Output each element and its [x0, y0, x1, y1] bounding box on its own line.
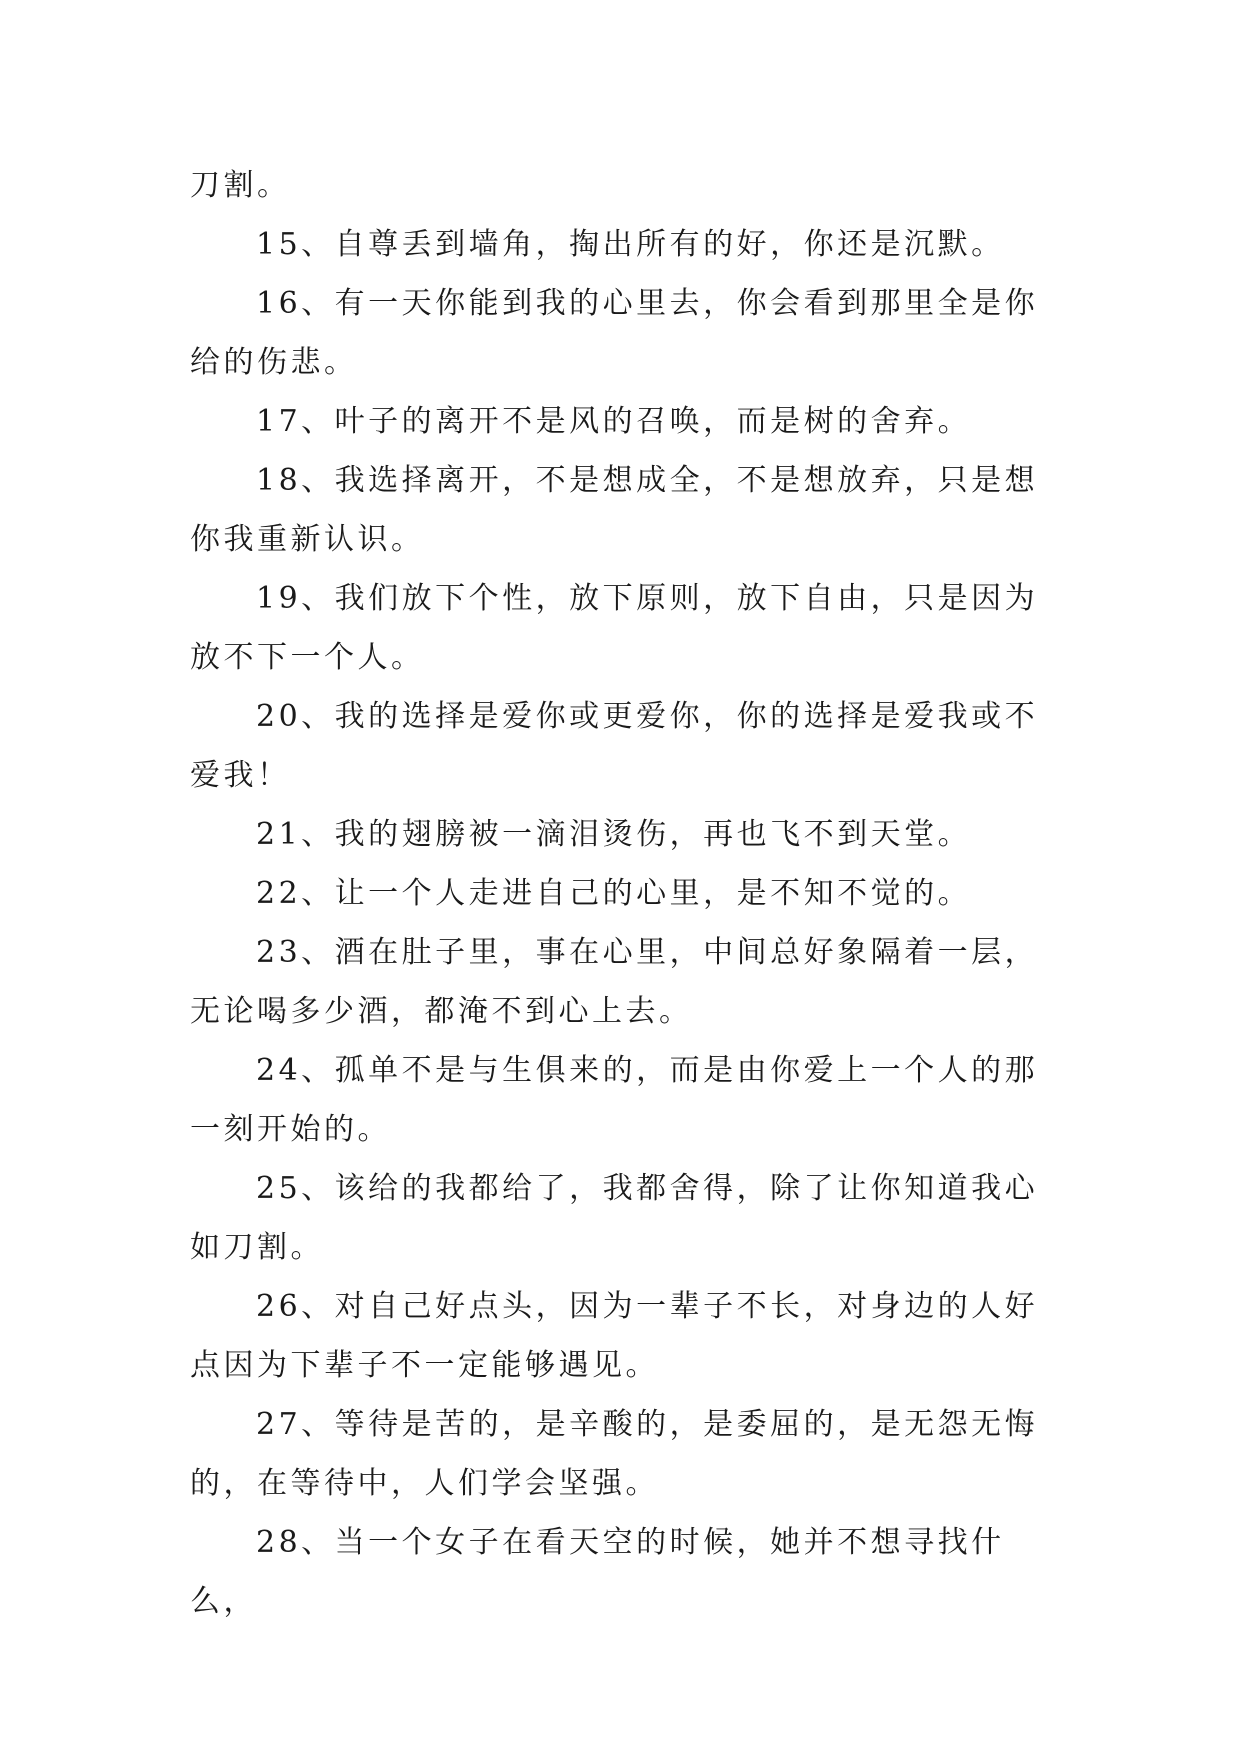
- paragraph-26: 26、对自己好点头，因为一辈子不长，对身边的人好点因为下辈子不一定能够遇见。: [190, 1289, 1039, 1383]
- body-text: [190, 156, 1052, 1631]
- paragraph-19: 19、我们放下个性，放下原则，放下自由，只是因为放不下一个人。: [190, 581, 1039, 675]
- paragraph-15: 15、自尊丢到墙角，掏出所有的好，你还是沉默。: [256, 227, 1005, 262]
- paragraph-continuation: 刀割。: [190, 168, 291, 203]
- paragraph-24: 24、孤单不是与生俱来的，而是由你爱上一个人的那一刻开始的。: [190, 1053, 1039, 1147]
- paragraph-17: 17、叶子的离开不是风的召唤，而是树的舍弃。: [256, 404, 972, 439]
- paragraph-22: 22、让一个人走进自己的心里，是不知不觉的。: [256, 876, 972, 911]
- paragraph-16: 16、有一天你能到我的心里去，你会看到那里全是你给的伤悲。: [190, 286, 1039, 380]
- paragraph-20: 20、我的选择是爱你或更爱你，你的选择是爱我或不爱我！: [190, 699, 1039, 793]
- paragraph-18: 18、我选择离开，不是想成全，不是想放弃，只是想你我重新认识。: [190, 463, 1039, 557]
- paragraph-27: 27、等待是苦的，是辛酸的，是委屈的，是无怨无悔的，在等待中，人们学会坚强。: [190, 1407, 1039, 1501]
- paragraph-23: 23、酒在肚子里，事在心里，中间总好象隔着一层，无论喝多少酒，都淹不到心上去。: [190, 935, 1039, 1029]
- paragraph-25: 25、该给的我都给了，我都舍得，除了让你知道我心如刀割。: [190, 1171, 1039, 1265]
- paragraph-21: 21、我的翅膀被一滴泪烫伤，再也飞不到天堂。: [256, 817, 972, 852]
- paragraph-28: 28、当一个女子在看天空的时候，她并不想寻找什么，: [190, 1525, 1005, 1619]
